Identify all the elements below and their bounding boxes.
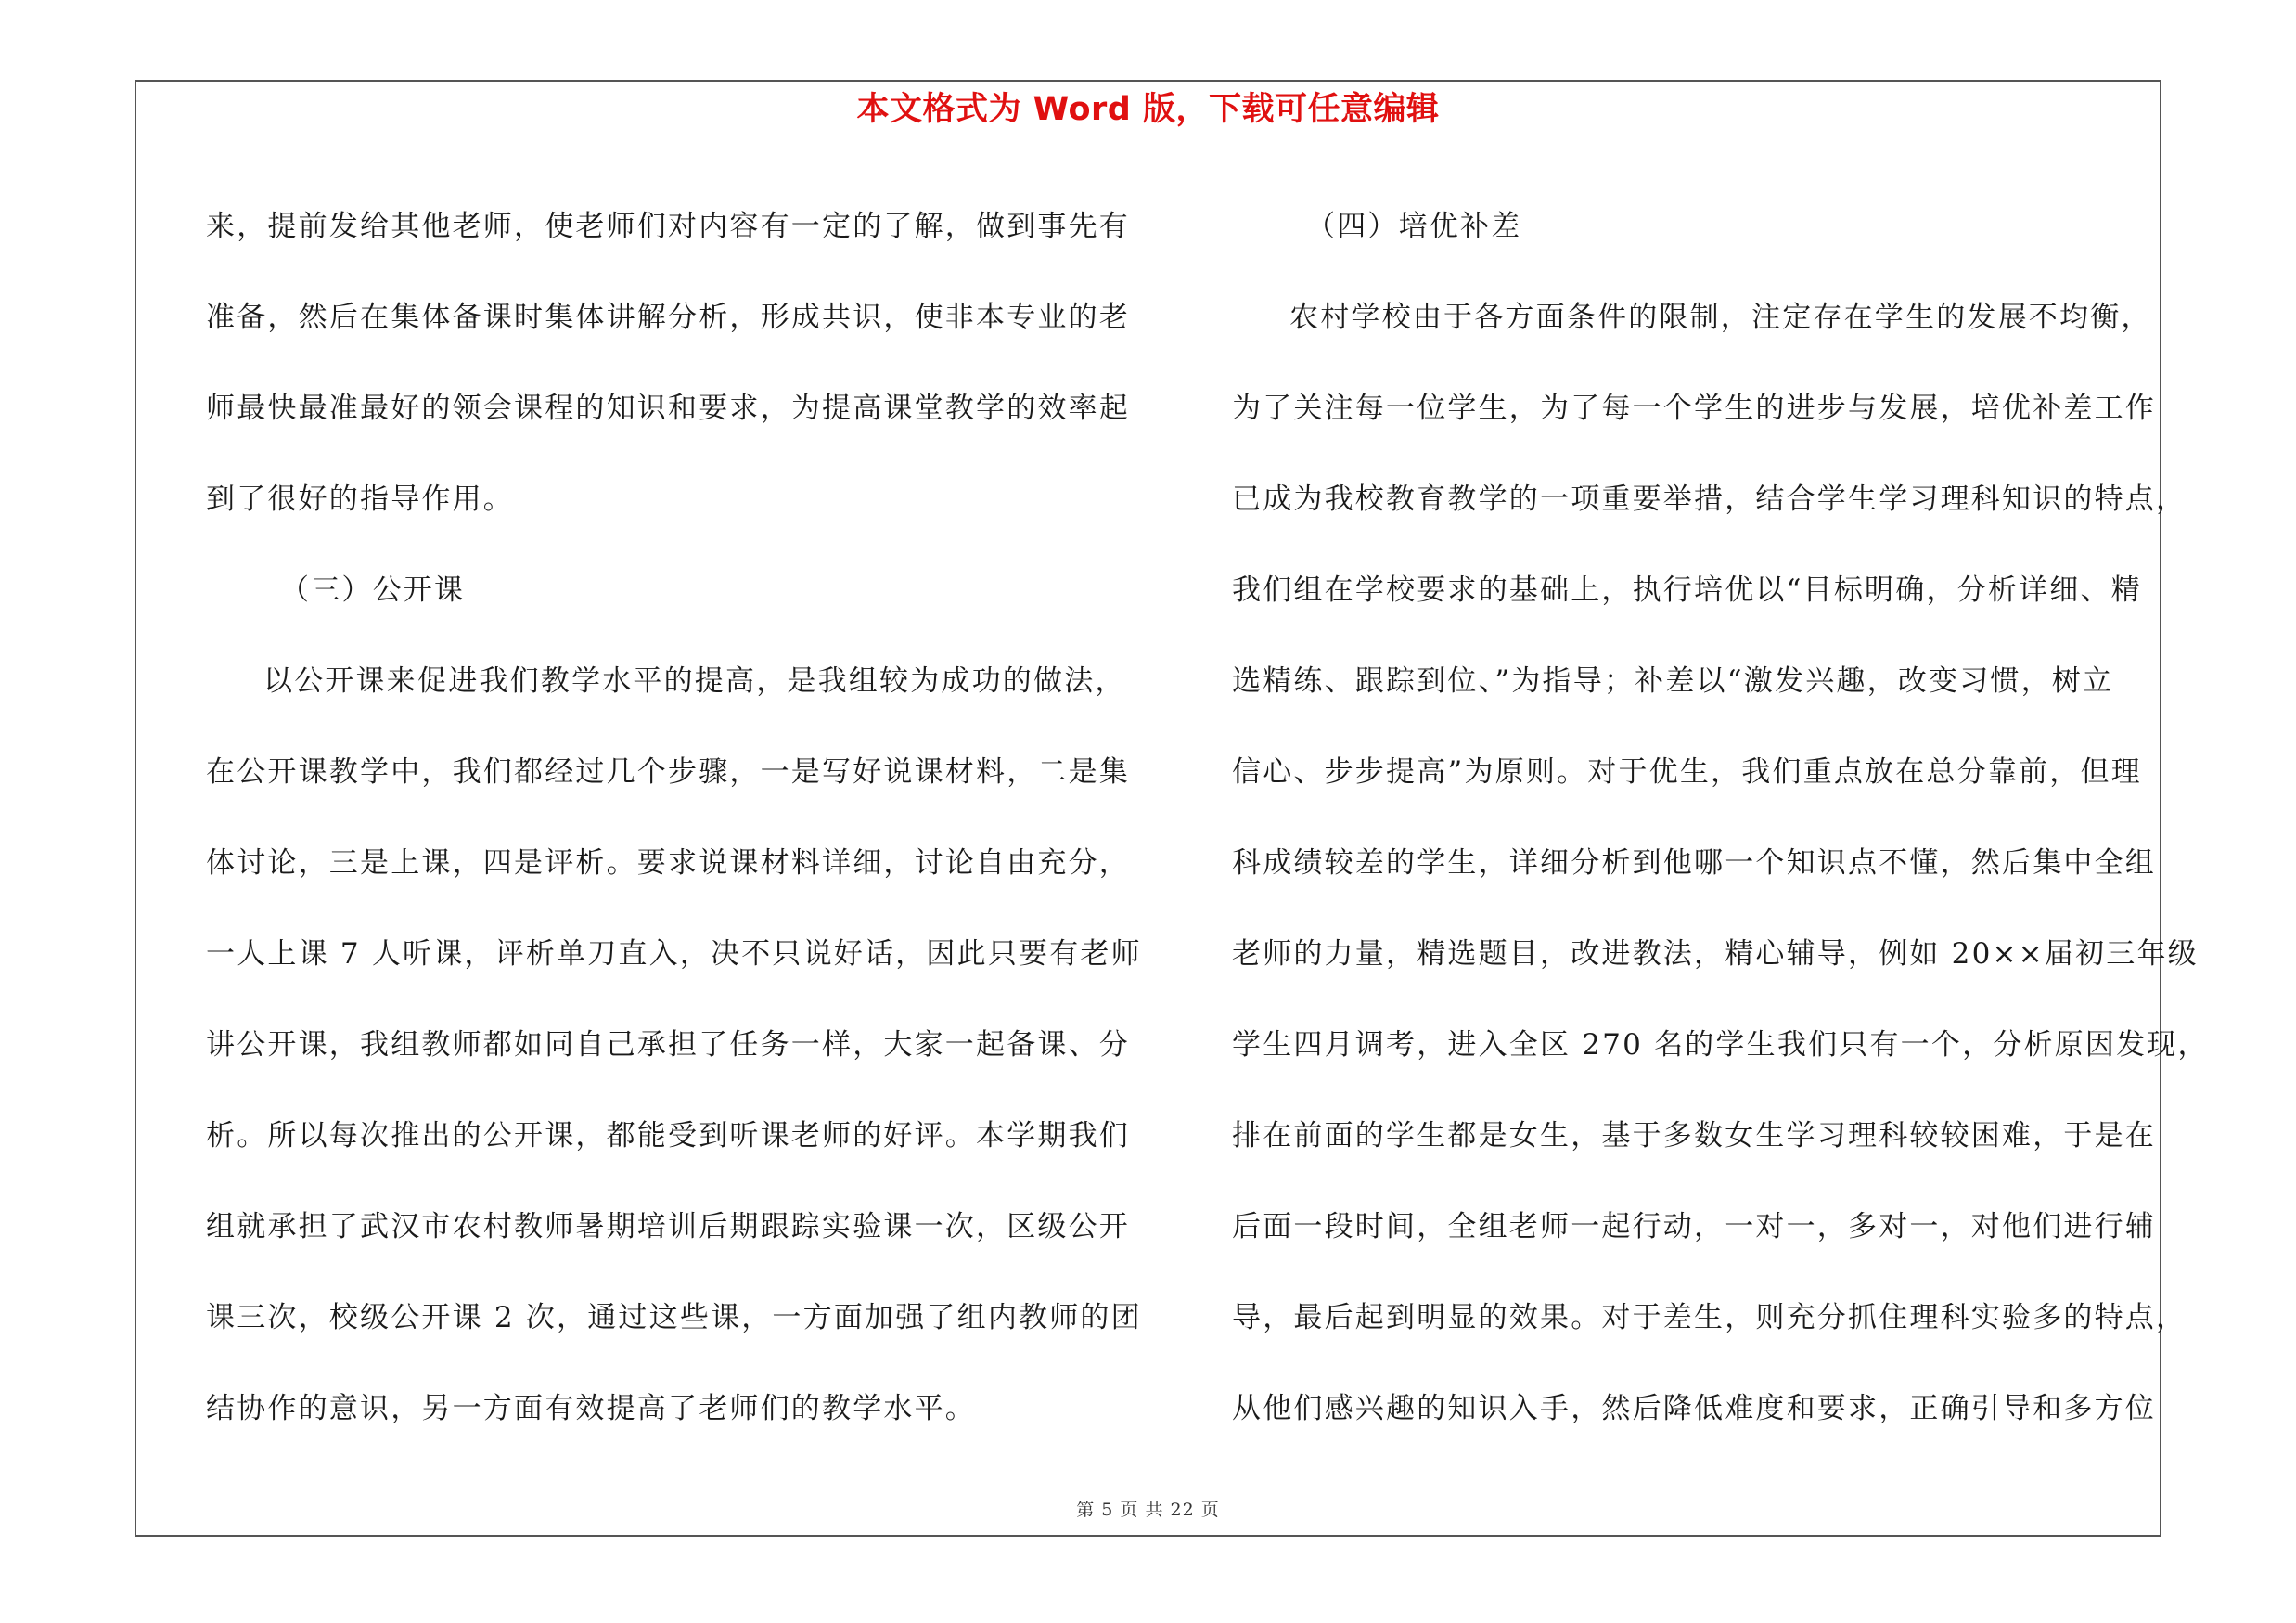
paragraph-line: 在公开课教学中，我们都经过几个步骤，一是写好说课材料，二是集 [206, 755, 1130, 789]
paragraph-line: 课三次，校级公开课 2 次，通过这些课，一方面加强了组内教师的团 [206, 1301, 1142, 1334]
paragraph-line: 导，最后起到明显的效果。对于差生，则充分抓住理科实验多的特点， [1232, 1301, 2187, 1334]
document-banner: 本文格式为 Word 版，下载可任意编辑 [856, 91, 1440, 128]
paragraph-line: 为了关注每一位学生，为了每一个学生的进步与发展，培优补差工作 [1232, 392, 2156, 425]
paragraph-line: 体讨论，三是上课，四是评析。要求说课材料详细，讨论自由充分， [206, 846, 1130, 880]
paragraph-line: 老师的力量，精选题目，改进教法，精心辅导，例如 20××届初三年级 [1232, 937, 2199, 971]
left-column [206, 181, 1171, 1454]
paragraph-line: 已成为我校教育教学的一项重要举措，结合学生学习理科知识的特点， [1232, 483, 2187, 516]
paragraph-line: 我们组在学校要求的基础上，执行培优以“目标明确，分析详细、精 [1232, 573, 2142, 607]
paragraph-line: 讲公开课，我组教师都如同自己承担了任务一样，大家一起备课、分 [206, 1028, 1130, 1062]
paragraph-line: 科成绩较差的学生，详细分析到他哪一个知识点不懂，然后集中全组 [1232, 846, 2156, 880]
paragraph-line: 信心、步步提高”为原则。对于优生，我们重点放在总分靠前，但理 [1232, 755, 2142, 789]
section-heading: （四）培优补差 [1306, 210, 1522, 243]
paragraph-line: 一人上课 7 人听课，评析单刀直入，决不只说好话，因此只要有老师 [206, 937, 1142, 971]
paragraph-line: 准备，然后在集体备课时集体讲解分析，形成共识，使非本专业的老 [206, 301, 1130, 334]
paragraph-line: 组就承担了武汉市农村教师暑期培训后期跟踪实验课一次，区级公开 [206, 1210, 1130, 1243]
paragraph-line: 排在前面的学生都是女生，基于多数女生学习理科较较困难，于是在 [1232, 1119, 2156, 1153]
paragraph-line: 结协作的意识，另一方面有效提高了老师们的教学水平。 [206, 1392, 976, 1425]
paragraph-line: 以公开课来促进我们教学水平的提高，是我组较为成功的做法， [263, 664, 1126, 698]
paragraph-line: 来，提前发给其他老师，使老师们对内容有一定的了解，做到事先有 [206, 210, 1130, 243]
paragraph-line: 到了很好的指导作用。 [206, 483, 514, 516]
right-column [1232, 181, 2209, 1454]
section-heading: （三）公开课 [280, 573, 466, 607]
paragraph-line: 析。所以每次推出的公开课，都能受到听课老师的好评。本学期我们 [206, 1119, 1130, 1153]
paragraph-line: 选精练、跟踪到位、”为指导；补差以“激发兴趣，改变习惯，树立 [1232, 664, 2114, 698]
paragraph-line: 农村学校由于各方面条件的限制，注定存在学生的发展不均衡， [1289, 301, 2152, 334]
page-number: 第 5 页 共 22 页 [1076, 1500, 1220, 1520]
paragraph-line: 从他们感兴趣的知识入手，然后降低难度和要求，正确引导和多方位 [1232, 1392, 2156, 1425]
paragraph-line: 学生四月调考，进入全区 270 名的学生我们只有一个，分析原因发现， [1232, 1028, 2209, 1062]
paragraph-line: 后面一段时间，全组老师一起行动，一对一，多对一，对他们进行辅 [1232, 1210, 2156, 1243]
paragraph-line: 师最快最准最好的领会课程的知识和要求，为提高课堂教学的效率起 [206, 392, 1130, 425]
